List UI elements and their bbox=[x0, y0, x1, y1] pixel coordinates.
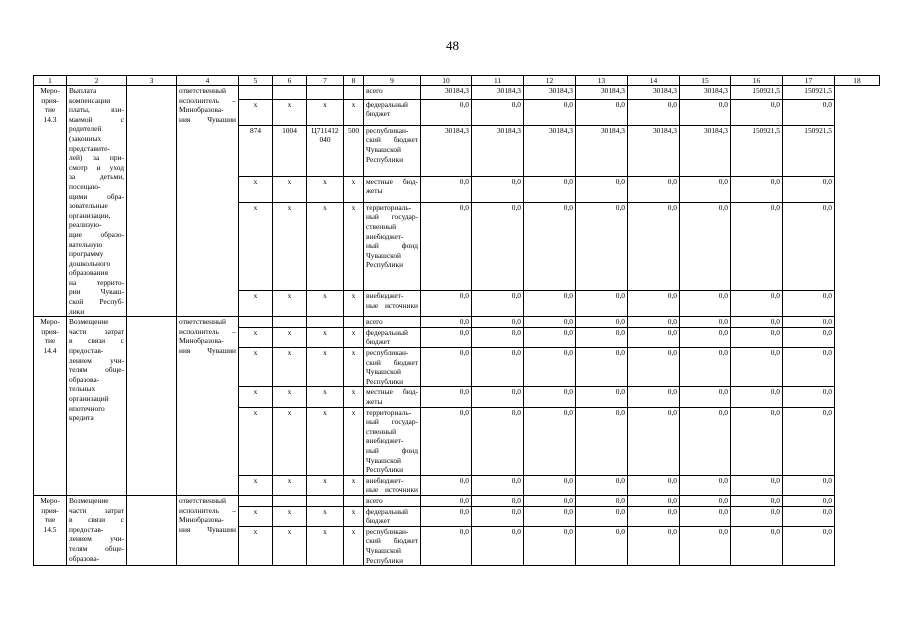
budget-table bbox=[33, 75, 880, 566]
year-value-cell: 0,0 bbox=[421, 475, 472, 495]
section-code-cell: x bbox=[273, 506, 307, 526]
grbs-code-cell: x bbox=[239, 526, 273, 565]
year-value-cell: 0,0 bbox=[524, 495, 576, 506]
year-value-cell: 0,0 bbox=[783, 327, 835, 347]
year-value-cell: 0,0 bbox=[628, 506, 680, 526]
activity-name-cell: Выплата компенсации платы, взи- маемой с родителей (законных представите- лей) за при- смотр и уход за детьми, посещаю- щими обра- зовательные организации, реализую- щие образо- вательную программу дошкольного образования на террито- рии Чуваш- ской Респуб- лики bbox=[67, 86, 127, 317]
year-value-cell: 0,0 bbox=[524, 291, 576, 317]
year-value-cell: 0,0 bbox=[731, 176, 783, 202]
column-number-cell: 5 bbox=[239, 76, 273, 86]
funding-source-cell: территориаль- ный государ- ственный внебюджет- ный фонд Чувашской Республики bbox=[364, 407, 421, 475]
year-value-cell: 0,0 bbox=[524, 387, 576, 407]
target-article-cell: x bbox=[307, 506, 344, 526]
year-value-cell: 30184,3 bbox=[524, 86, 576, 100]
year-value-cell: 0,0 bbox=[628, 475, 680, 495]
executor-cell: ответственный исполнитель – Минобразова- ния Чувашии bbox=[177, 86, 239, 317]
year-value-cell: 0,0 bbox=[628, 495, 680, 506]
year-value-cell: 0,0 bbox=[576, 327, 628, 347]
year-value-cell: 0,0 bbox=[421, 176, 472, 202]
section-code-cell: x bbox=[273, 407, 307, 475]
year-value-cell: 0,0 bbox=[731, 327, 783, 347]
activity-number-cell: Меро- прия- тие 14.4 bbox=[34, 317, 67, 496]
year-value-cell: 0,0 bbox=[628, 99, 680, 125]
year-value-cell: 0,0 bbox=[524, 407, 576, 475]
year-value-cell: 0,0 bbox=[628, 327, 680, 347]
column-number-cell: 17 bbox=[783, 76, 835, 86]
year-value-cell: 0,0 bbox=[731, 526, 783, 565]
funding-source-cell: местные бюд- жеты bbox=[364, 176, 421, 202]
year-value-cell: 0,0 bbox=[421, 407, 472, 475]
year-value-cell: 0,0 bbox=[524, 506, 576, 526]
year-value-cell: 0,0 bbox=[576, 99, 628, 125]
year-value-cell: 0,0 bbox=[524, 327, 576, 347]
column-number-cell: 10 bbox=[421, 76, 472, 86]
year-value-cell: 0,0 bbox=[731, 202, 783, 290]
funding-source-cell: внебюджет- ные источники bbox=[364, 291, 421, 317]
year-value-cell: 0,0 bbox=[628, 387, 680, 407]
grbs-code-cell bbox=[239, 317, 273, 328]
expense-type-cell: x bbox=[344, 387, 364, 407]
section-code-cell: x bbox=[273, 99, 307, 125]
section-code-cell: x bbox=[273, 475, 307, 495]
year-value-cell: 0,0 bbox=[421, 291, 472, 317]
year-value-cell: 0,0 bbox=[524, 348, 576, 387]
year-value-cell: 0,0 bbox=[421, 506, 472, 526]
year-value-cell: 0,0 bbox=[472, 202, 524, 290]
column-number-row bbox=[34, 76, 880, 86]
year-value-cell: 30184,3 bbox=[421, 86, 472, 100]
year-value-cell: 30184,3 bbox=[576, 86, 628, 100]
year-value-cell: 0,0 bbox=[783, 407, 835, 475]
expense-type-cell: x bbox=[344, 506, 364, 526]
year-value-cell: 0,0 bbox=[783, 291, 835, 317]
year-value-cell: 0,0 bbox=[472, 291, 524, 317]
funding-source-cell: федеральный бюджет bbox=[364, 327, 421, 347]
year-value-cell: 0,0 bbox=[783, 387, 835, 407]
column-number-cell: 2 bbox=[67, 76, 127, 86]
column-number-cell: 7 bbox=[307, 76, 344, 86]
participant-cell bbox=[127, 495, 177, 565]
column-number-cell: 15 bbox=[680, 76, 731, 86]
grbs-code-cell: x bbox=[239, 176, 273, 202]
year-value-cell: 0,0 bbox=[680, 327, 731, 347]
year-value-cell: 30184,3 bbox=[680, 125, 731, 176]
year-value-cell: 0,0 bbox=[472, 387, 524, 407]
year-value-cell: 0,0 bbox=[783, 475, 835, 495]
grbs-code-cell: 874 bbox=[239, 125, 273, 176]
year-value-cell: 150921,5 bbox=[783, 125, 835, 176]
year-value-cell: 0,0 bbox=[472, 407, 524, 475]
expense-type-cell: x bbox=[344, 291, 364, 317]
section-code-cell: x bbox=[273, 202, 307, 290]
expense-type-cell: x bbox=[344, 348, 364, 387]
year-value-cell: 0,0 bbox=[680, 495, 731, 506]
year-value-cell: 0,0 bbox=[421, 526, 472, 565]
grbs-code-cell: x bbox=[239, 327, 273, 347]
target-article-cell: x bbox=[307, 387, 344, 407]
table-body bbox=[34, 76, 880, 566]
year-value-cell: 0,0 bbox=[628, 348, 680, 387]
year-value-cell: 0,0 bbox=[472, 506, 524, 526]
year-value-cell: 0,0 bbox=[524, 99, 576, 125]
year-value-cell: 0,0 bbox=[731, 99, 783, 125]
year-value-cell: 30184,3 bbox=[680, 86, 731, 100]
year-value-cell: 0,0 bbox=[783, 317, 835, 328]
year-value-cell: 0,0 bbox=[680, 176, 731, 202]
activity-number-cell: Меро- прия- тие 14.3 bbox=[34, 86, 67, 317]
expense-type-cell: 500 bbox=[344, 125, 364, 176]
column-number-cell: 1 bbox=[34, 76, 67, 86]
section-code-cell bbox=[273, 317, 307, 328]
section-code-cell bbox=[273, 495, 307, 506]
year-value-cell: 30184,3 bbox=[524, 125, 576, 176]
section-code-cell: x bbox=[273, 176, 307, 202]
section-code-cell: x bbox=[273, 387, 307, 407]
column-number-cell: 16 bbox=[731, 76, 783, 86]
year-value-cell: 0,0 bbox=[731, 348, 783, 387]
column-number-cell: 3 bbox=[127, 76, 177, 86]
year-value-cell: 0,0 bbox=[680, 202, 731, 290]
expense-type-cell: x bbox=[344, 202, 364, 290]
expense-type-cell bbox=[344, 86, 364, 100]
table-row bbox=[34, 86, 880, 100]
year-value-cell: 0,0 bbox=[731, 407, 783, 475]
year-value-cell: 30184,3 bbox=[628, 125, 680, 176]
funding-source-cell: местные бюд- жеты bbox=[364, 387, 421, 407]
year-value-cell: 0,0 bbox=[524, 475, 576, 495]
year-value-cell: 0,0 bbox=[731, 387, 783, 407]
column-number-cell: 9 bbox=[364, 76, 421, 86]
grbs-code-cell: x bbox=[239, 99, 273, 125]
year-value-cell: 0,0 bbox=[576, 291, 628, 317]
year-value-cell: 0,0 bbox=[421, 99, 472, 125]
grbs-code-cell: x bbox=[239, 506, 273, 526]
column-number-cell: 4 bbox=[177, 76, 239, 86]
year-value-cell: 0,0 bbox=[680, 506, 731, 526]
section-code-cell: x bbox=[273, 526, 307, 565]
executor-cell: ответственный исполнитель – Минобразова- ния Чувашии bbox=[177, 495, 239, 565]
year-value-cell: 0,0 bbox=[731, 475, 783, 495]
column-number-cell: 14 bbox=[628, 76, 680, 86]
year-value-cell: 0,0 bbox=[680, 348, 731, 387]
year-value-cell: 0,0 bbox=[472, 526, 524, 565]
section-code-cell: 1004 bbox=[273, 125, 307, 176]
year-value-cell: 150921,5 bbox=[731, 125, 783, 176]
grbs-code-cell: x bbox=[239, 475, 273, 495]
year-value-cell: 30184,3 bbox=[576, 125, 628, 176]
year-value-cell: 0,0 bbox=[783, 506, 835, 526]
expense-type-cell: x bbox=[344, 407, 364, 475]
year-value-cell: 30184,3 bbox=[628, 86, 680, 100]
year-value-cell: 0,0 bbox=[472, 327, 524, 347]
target-article-cell: x bbox=[307, 327, 344, 347]
column-number-cell: 6 bbox=[273, 76, 307, 86]
target-article-cell bbox=[307, 495, 344, 506]
year-value-cell: 0,0 bbox=[628, 317, 680, 328]
year-value-cell: 0,0 bbox=[576, 176, 628, 202]
year-value-cell: 0,0 bbox=[783, 495, 835, 506]
year-value-cell: 0,0 bbox=[421, 348, 472, 387]
table-row bbox=[34, 495, 880, 506]
expense-type-cell: x bbox=[344, 475, 364, 495]
year-value-cell: 0,0 bbox=[472, 475, 524, 495]
year-value-cell: 0,0 bbox=[472, 99, 524, 125]
grbs-code-cell: x bbox=[239, 291, 273, 317]
grbs-code-cell: x bbox=[239, 348, 273, 387]
expense-type-cell: x bbox=[344, 327, 364, 347]
grbs-code-cell bbox=[239, 86, 273, 100]
year-value-cell: 0,0 bbox=[576, 348, 628, 387]
funding-source-cell: республикан- ский бюджет Чувашской Республики bbox=[364, 125, 421, 176]
participant-cell bbox=[127, 86, 177, 317]
target-article-cell bbox=[307, 317, 344, 328]
year-value-cell: 0,0 bbox=[576, 202, 628, 290]
funding-source-cell: всего bbox=[364, 86, 421, 100]
year-value-cell: 0,0 bbox=[421, 495, 472, 506]
section-code-cell: x bbox=[273, 291, 307, 317]
year-value-cell: 0,0 bbox=[731, 495, 783, 506]
year-value-cell: 0,0 bbox=[524, 317, 576, 328]
target-article-cell: x bbox=[307, 176, 344, 202]
year-value-cell: 0,0 bbox=[524, 526, 576, 565]
funding-source-cell: территориаль- ный государ- ственный внебюджет- ный фонд Чувашской Республики bbox=[364, 202, 421, 290]
target-article-cell: x bbox=[307, 348, 344, 387]
year-value-cell: 0,0 bbox=[576, 317, 628, 328]
activity-number-cell: Меро- прия- тие 14.5 bbox=[34, 495, 67, 565]
year-value-cell: 0,0 bbox=[680, 387, 731, 407]
year-value-cell: 0,0 bbox=[680, 317, 731, 328]
grbs-code-cell: x bbox=[239, 202, 273, 290]
column-number-cell: 11 bbox=[472, 76, 524, 86]
year-value-cell: 0,0 bbox=[421, 317, 472, 328]
year-value-cell: 0,0 bbox=[680, 407, 731, 475]
year-value-cell: 0,0 bbox=[524, 202, 576, 290]
funding-source-cell: всего bbox=[364, 495, 421, 506]
funding-source-cell: всего bbox=[364, 317, 421, 328]
funding-source-cell: внебюджет- ные источники bbox=[364, 475, 421, 495]
target-article-cell: x bbox=[307, 291, 344, 317]
table-row bbox=[34, 317, 880, 328]
target-article-cell: x bbox=[307, 99, 344, 125]
target-article-cell bbox=[307, 86, 344, 100]
grbs-code-cell: x bbox=[239, 407, 273, 475]
expense-type-cell: x bbox=[344, 99, 364, 125]
column-number-cell: 12 bbox=[524, 76, 576, 86]
year-value-cell: 0,0 bbox=[628, 526, 680, 565]
year-value-cell: 0,0 bbox=[680, 291, 731, 317]
year-value-cell: 0,0 bbox=[576, 495, 628, 506]
year-value-cell: 0,0 bbox=[680, 475, 731, 495]
year-value-cell: 0,0 bbox=[628, 291, 680, 317]
year-value-cell: 0,0 bbox=[628, 176, 680, 202]
target-article-cell: x bbox=[307, 202, 344, 290]
year-value-cell: 0,0 bbox=[783, 526, 835, 565]
funding-source-cell: федеральный бюджет bbox=[364, 99, 421, 125]
year-value-cell: 0,0 bbox=[783, 99, 835, 125]
year-value-cell: 0,0 bbox=[421, 202, 472, 290]
year-value-cell: 0,0 bbox=[421, 387, 472, 407]
expense-type-cell bbox=[344, 317, 364, 328]
year-value-cell: 0,0 bbox=[731, 291, 783, 317]
section-code-cell: x bbox=[273, 327, 307, 347]
year-value-cell: 0,0 bbox=[472, 317, 524, 328]
expense-type-cell bbox=[344, 495, 364, 506]
executor-cell: ответственный исполнитель – Минобразова- ния Чувашии bbox=[177, 317, 239, 496]
year-value-cell: 0,0 bbox=[576, 506, 628, 526]
year-value-cell: 0,0 bbox=[472, 348, 524, 387]
year-value-cell: 0,0 bbox=[783, 202, 835, 290]
funding-source-cell: республикан- ский бюджет Чувашской Республики bbox=[364, 526, 421, 565]
year-value-cell: 0,0 bbox=[472, 176, 524, 202]
column-number-cell: 18 bbox=[835, 76, 880, 86]
year-value-cell: 0,0 bbox=[680, 99, 731, 125]
year-value-cell: 0,0 bbox=[783, 176, 835, 202]
year-value-cell: 0,0 bbox=[680, 526, 731, 565]
year-value-cell: 0,0 bbox=[731, 506, 783, 526]
page-number: 48 bbox=[446, 38, 459, 53]
expense-type-cell: x bbox=[344, 526, 364, 565]
year-value-cell: 0,0 bbox=[576, 387, 628, 407]
year-value-cell: 0,0 bbox=[731, 317, 783, 328]
participant-cell bbox=[127, 317, 177, 496]
year-value-cell: 0,0 bbox=[576, 407, 628, 475]
activity-name-cell: Возмещение части затрат в связи с предостав- лением учи- телям обще- образова- bbox=[67, 495, 127, 565]
year-value-cell: 0,0 bbox=[628, 202, 680, 290]
year-value-cell: 0,0 bbox=[628, 407, 680, 475]
target-article-cell: Ц711412 040 bbox=[307, 125, 344, 176]
year-value-cell: 0,0 bbox=[576, 526, 628, 565]
section-code-cell bbox=[273, 86, 307, 100]
grbs-code-cell: x bbox=[239, 387, 273, 407]
year-value-cell: 0,0 bbox=[472, 495, 524, 506]
year-value-cell: 0,0 bbox=[524, 176, 576, 202]
target-article-cell: x bbox=[307, 475, 344, 495]
target-article-cell: x bbox=[307, 407, 344, 475]
year-value-cell: 150921,5 bbox=[783, 86, 835, 100]
activity-name-cell: Возмещение части затрат в связи с предостав- лением учи- телям обще- образова- тельных организаций ипотечного кредита bbox=[67, 317, 127, 496]
section-code-cell: x bbox=[273, 348, 307, 387]
funding-source-cell: республикан- ский бюджет Чувашской Республики bbox=[364, 348, 421, 387]
year-value-cell: 150921,5 bbox=[731, 86, 783, 100]
grbs-code-cell bbox=[239, 495, 273, 506]
year-value-cell: 0,0 bbox=[421, 327, 472, 347]
target-article-cell: x bbox=[307, 526, 344, 565]
year-value-cell: 0,0 bbox=[576, 475, 628, 495]
column-number-cell: 8 bbox=[344, 76, 364, 86]
year-value-cell: 30184,3 bbox=[472, 125, 524, 176]
funding-source-cell: федеральный бюджет bbox=[364, 506, 421, 526]
expense-type-cell: x bbox=[344, 176, 364, 202]
year-value-cell: 30184,3 bbox=[421, 125, 472, 176]
year-value-cell: 30184,3 bbox=[472, 86, 524, 100]
year-value-cell: 0,0 bbox=[783, 348, 835, 387]
column-number-cell: 13 bbox=[576, 76, 628, 86]
